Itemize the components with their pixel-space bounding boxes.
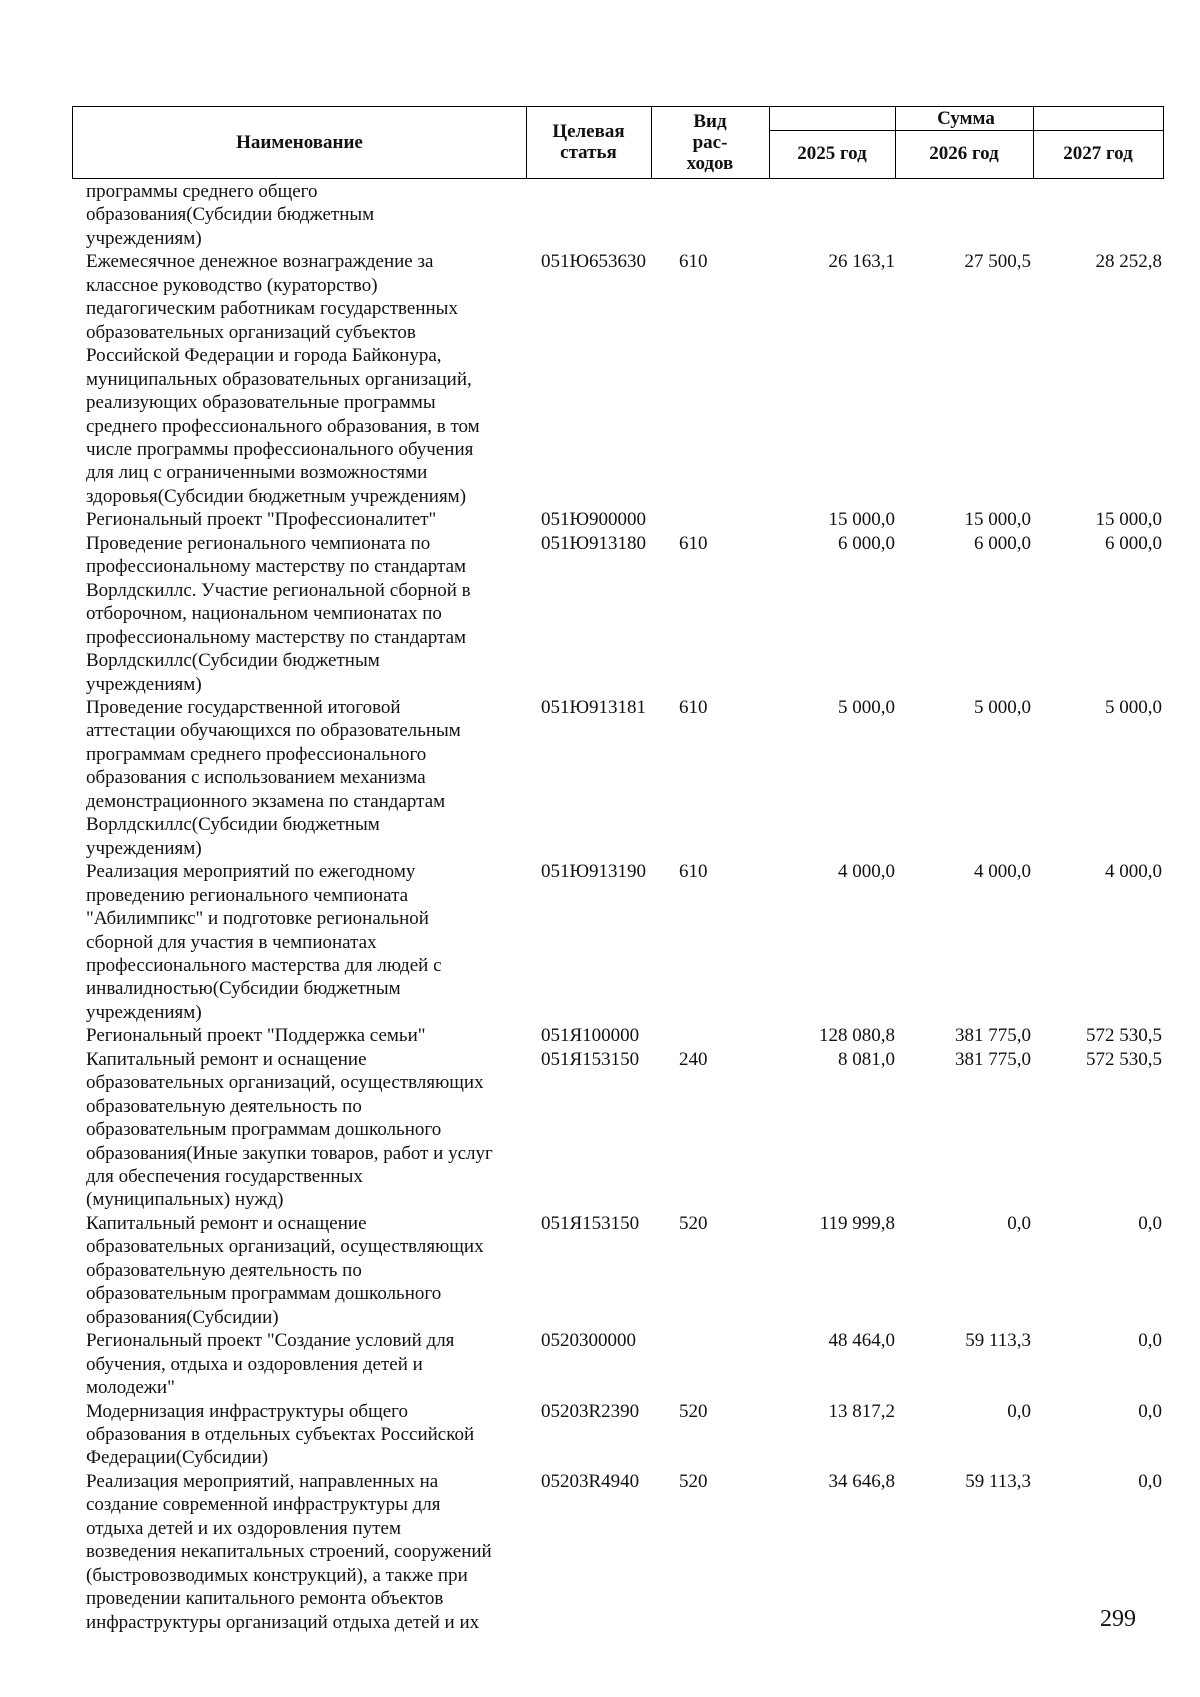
row-2027: 5 000,0	[1105, 696, 1162, 718]
row-name: Проведение государственной итоговой аттестации обучающихся по образовательным программам среднего профессионального образования с использованием механизма демонстрационного экзамена по стандартам Ворлдскиллс(Субсидии бюджетным учреждениям)	[86, 696, 461, 859]
row-code: 051Ю913190	[541, 861, 647, 883]
row-2026: 59 113,3	[965, 1470, 1031, 1492]
table-row	[86, 1048, 1166, 1212]
table-row	[86, 1329, 1166, 1399]
row-2025: 34 646,8	[828, 1470, 895, 1492]
row-vid: 610	[679, 696, 708, 718]
row-2025: 15 000,0	[828, 509, 895, 531]
table-row	[86, 860, 1166, 1024]
row-vid: 520	[679, 1470, 708, 1492]
table-row	[86, 696, 1166, 860]
row-2026: 4 000,0	[974, 861, 1031, 883]
table-row	[86, 250, 1166, 508]
row-code: 051Ю913180	[541, 532, 647, 554]
row-name: Региональный проект "Поддержка семьи"	[86, 1025, 426, 1047]
row-2027: 0,0	[1138, 1212, 1162, 1234]
row-2025: 119 999,8	[819, 1212, 895, 1234]
row-2025: 4 000,0	[838, 861, 895, 883]
row-2027: 6 000,0	[1105, 532, 1162, 554]
row-2027: 15 000,0	[1095, 509, 1162, 531]
row-2025: 26 163,1	[828, 251, 895, 273]
row-2026: 6 000,0	[974, 532, 1031, 554]
page-number: 299	[1100, 1606, 1136, 1632]
row-code: 051Ю653630	[541, 251, 647, 273]
row-2027: 572 530,5	[1086, 1025, 1162, 1047]
row-code: 05203R2390	[541, 1400, 640, 1422]
row-code: 0520300000	[541, 1330, 636, 1352]
header-2026: 2026 год	[929, 143, 999, 164]
row-2026: 59 113,3	[965, 1330, 1031, 1352]
row-vid: 610	[679, 251, 708, 273]
row-2025: 48 464,0	[828, 1330, 895, 1352]
row-vid: 610	[679, 532, 708, 554]
row-name: программы среднего общего образования(Субсидии бюджетным учреждениям)	[86, 181, 375, 249]
row-2027: 4 000,0	[1105, 861, 1162, 883]
table-row	[86, 1470, 1166, 1634]
row-vid: 520	[679, 1212, 708, 1234]
row-2027: 0,0	[1138, 1470, 1162, 1492]
row-name: Капитальный ремонт и оснащение образовательных организаций, осуществляющих образовательную деятельность по образовательным программам дошкольного образования(Субсидии)	[86, 1212, 484, 1328]
table-row	[86, 508, 1166, 531]
header-vid: Вид рас- ходов	[686, 110, 734, 174]
row-name: Региональный проект "Профессионалитет"	[86, 509, 437, 531]
header-sum: Сумма	[937, 108, 995, 129]
row-code: 051Я153150	[541, 1212, 640, 1234]
row-2025: 6 000,0	[838, 532, 895, 554]
row-name: Реализация мероприятий по ежегодному проведению регионального чемпионата "Абилимпикс" и подготовке региональной сборной для участия в чемпионатах профессионального мастерства для людей с инвалидностью(Субсидии бюджетным учреждениям)	[86, 861, 442, 1023]
row-code: 051Я153150	[541, 1048, 640, 1070]
table-body	[86, 180, 1166, 1634]
row-2026: 27 500,5	[964, 251, 1031, 273]
row-2026: 381 775,0	[955, 1048, 1031, 1070]
row-2026: 0,0	[1007, 1212, 1031, 1234]
row-name: Региональный проект "Создание условий для обучения, отдыха и оздоровления детей и молодежи"	[86, 1330, 455, 1399]
row-name: Капитальный ремонт и оснащение образовательных организаций, осуществляющих образовательную деятельность по образовательным программам дошкольного образования(Иные закупки товаров, работ и услуг для обеспечения государственных (муниципальных) нужд)	[86, 1048, 493, 1211]
row-2026: 5 000,0	[974, 696, 1031, 718]
header-name: Наименование	[236, 131, 363, 153]
row-code: 051Ю913181	[541, 696, 647, 718]
table-header	[72, 106, 1164, 179]
header-2027: 2027 год	[1063, 143, 1133, 164]
row-code: 051Я100000	[541, 1025, 640, 1047]
row-2027: 572 530,5	[1086, 1048, 1162, 1070]
row-name: Ежемесячное денежное вознаграждение за классное руководство (кураторство) педагогическим работникам государственных образовательных организаций субъектов Российской Федерации и города Байконура, муниципальных образовательных организаций, реализующих образовательные программы среднего профессионального образования, в том числе программы профессионального обучения для лиц с ограниченными возможностями здоровья(Субсидии бюджетным учреждениям)	[86, 251, 480, 507]
row-vid: 610	[679, 861, 708, 883]
row-name: Реализация мероприятий, направленных на создание современной инфраструктуры для отдыха детей и их оздоровления путем возведения некапитальных строений, сооружений (быстровозводимых конструкций), а также при проведении капитального ремонта объектов инфраструктуры организаций отдыха детей и их	[86, 1470, 492, 1633]
row-2027: 28 252,8	[1095, 251, 1162, 273]
table-row	[86, 1212, 1166, 1329]
table-row	[86, 1024, 1166, 1047]
row-2025: 128 080,8	[819, 1025, 895, 1047]
row-2027: 0,0	[1138, 1330, 1162, 1352]
table-row	[86, 1400, 1166, 1470]
row-2026: 0,0	[1007, 1400, 1031, 1422]
header-target: Целевая статья	[552, 121, 625, 163]
row-code: 051Ю900000	[541, 509, 647, 531]
row-2026: 15 000,0	[964, 509, 1031, 531]
row-2025: 8 081,0	[838, 1048, 895, 1070]
row-name: Проведение регионального чемпионата по профессиональному мастерству по стандартам Ворлдскиллс. Участие региональной сборной в отборочном, национальном чемпионатах по профессиональному мастерству по стандартам Ворлдскиллс(Субсидии бюджетным учреждениям)	[86, 532, 471, 695]
row-vid: 520	[679, 1400, 708, 1422]
row-code: 05203R4940	[541, 1470, 640, 1492]
table-row	[86, 532, 1166, 696]
row-2027: 0,0	[1138, 1400, 1162, 1422]
header-2025: 2025 год	[797, 143, 867, 164]
row-vid: 240	[679, 1048, 708, 1070]
row-2025: 13 817,2	[828, 1400, 895, 1422]
row-2026: 381 775,0	[955, 1025, 1031, 1047]
table-row	[86, 180, 1166, 250]
row-2025: 5 000,0	[838, 696, 895, 718]
row-name: Модернизация инфраструктуры общего образования в отдельных субъектах Российской Федерации(Субсидии)	[86, 1400, 475, 1469]
